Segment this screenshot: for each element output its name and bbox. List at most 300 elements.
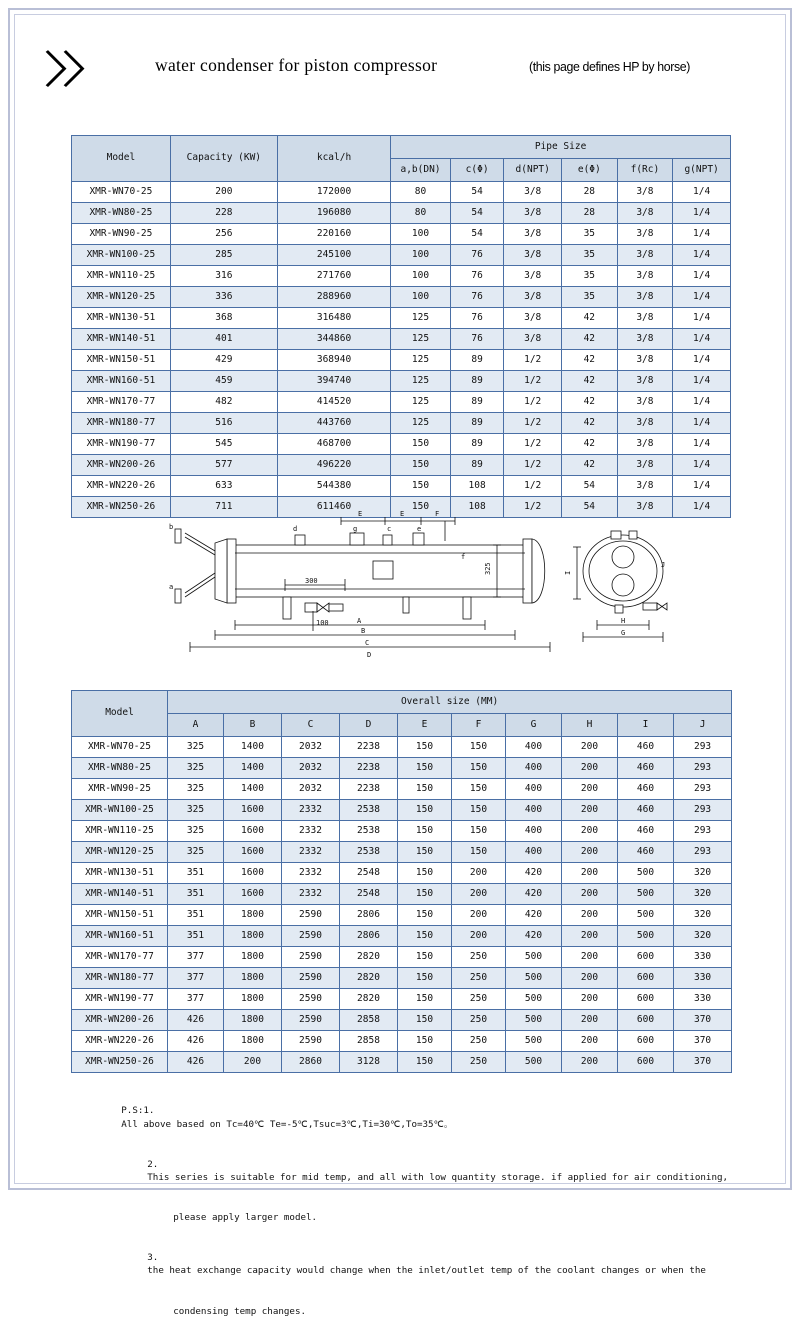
cell-value: 150 xyxy=(398,737,452,758)
table-row xyxy=(72,758,732,779)
cell-value: 2820 xyxy=(340,989,398,1010)
cell-value: 1600 xyxy=(224,842,282,863)
cell-value: 3/8 xyxy=(504,266,562,287)
cell-value: 400 xyxy=(506,842,562,863)
cell-value: 400 xyxy=(506,779,562,800)
cell-value: 420 xyxy=(506,926,562,947)
cell-value: 220160 xyxy=(277,224,390,245)
cell-value: 3/8 xyxy=(504,224,562,245)
table1-col-c: c(Φ) xyxy=(450,159,504,182)
table1-body xyxy=(72,182,731,518)
cell-value: 80 xyxy=(391,182,451,203)
cell-value: 125 xyxy=(391,413,451,434)
cell-value: 1/2 xyxy=(504,413,562,434)
cell-value: 150 xyxy=(398,905,452,926)
cell-value: 2590 xyxy=(282,1010,340,1031)
table-row xyxy=(72,245,731,266)
cell-model: XMR-WN110-25 xyxy=(72,266,171,287)
cell-value: 35 xyxy=(562,224,618,245)
cell-value: 200 xyxy=(562,1052,618,1073)
diagram-label-g: g xyxy=(353,525,358,533)
table-row xyxy=(72,392,731,413)
note-line-2b xyxy=(77,1198,757,1238)
diagram-label-J: J xyxy=(661,561,666,569)
cell-value: 1/4 xyxy=(673,455,731,476)
cell-value: 400 xyxy=(506,737,562,758)
cell-value: 125 xyxy=(391,350,451,371)
cell-value: 125 xyxy=(391,371,451,392)
cell-value: 2538 xyxy=(340,821,398,842)
cell-value: 3/8 xyxy=(617,308,673,329)
cell-value: 2238 xyxy=(340,737,398,758)
cell-value: 89 xyxy=(450,350,504,371)
cell-value: 1600 xyxy=(224,884,282,905)
cell-value: 28 xyxy=(562,203,618,224)
cell-value: 76 xyxy=(450,329,504,350)
cell-value: 1/4 xyxy=(673,476,731,497)
table-row xyxy=(72,821,732,842)
cell-value: 468700 xyxy=(277,434,390,455)
cell-value: 200 xyxy=(452,926,506,947)
cell-value: 633 xyxy=(170,476,277,497)
cell-value: 1400 xyxy=(224,758,282,779)
diagram-label-d: d xyxy=(293,525,298,533)
cell-value: 460 xyxy=(618,821,674,842)
cell-value: 28 xyxy=(562,182,618,203)
cell-value: 200 xyxy=(562,737,618,758)
cell-value: 3/8 xyxy=(504,203,562,224)
cell-value: 293 xyxy=(674,758,732,779)
cell-value: 500 xyxy=(618,905,674,926)
cell-value: 1600 xyxy=(224,800,282,821)
cell-model: XMR-WN200-26 xyxy=(72,1010,168,1031)
table-row xyxy=(72,224,731,245)
cell-model: XMR-WN140-51 xyxy=(72,329,171,350)
table1-col-model: Model xyxy=(72,136,171,182)
cell-value: 2590 xyxy=(282,905,340,926)
cell-value: 196080 xyxy=(277,203,390,224)
table1-col-ab: a,b(DN) xyxy=(391,159,451,182)
cell-value: 42 xyxy=(562,350,618,371)
cell-value: 420 xyxy=(506,905,562,926)
cell-model: XMR-WN100-25 xyxy=(72,800,168,821)
table1-col-g: g(NPT) xyxy=(673,159,731,182)
cell-value: 3/8 xyxy=(617,329,673,350)
cell-value: 2332 xyxy=(282,884,340,905)
cell-value: 228 xyxy=(170,203,277,224)
cell-value: 3/8 xyxy=(504,329,562,350)
table-row xyxy=(72,800,732,821)
cell-value: 351 xyxy=(168,884,224,905)
cell-value: 76 xyxy=(450,245,504,266)
note-number-3: 3. xyxy=(147,1252,159,1264)
cell-value: 293 xyxy=(674,821,732,842)
cell-value: 200 xyxy=(562,758,618,779)
cell-value: 414520 xyxy=(277,392,390,413)
cell-value: 1/4 xyxy=(673,266,731,287)
cell-value: 150 xyxy=(398,821,452,842)
diagram-label-300: 300 xyxy=(305,577,318,585)
cell-model: XMR-WN70-25 xyxy=(72,737,168,758)
cell-value: 500 xyxy=(506,1031,562,1052)
cell-value: 460 xyxy=(618,842,674,863)
table2-col-c: C xyxy=(282,714,340,737)
cell-value: 600 xyxy=(618,1031,674,1052)
cell-value: 54 xyxy=(450,224,504,245)
cell-value: 245100 xyxy=(277,245,390,266)
cell-value: 89 xyxy=(450,392,504,413)
table-row xyxy=(72,905,732,926)
table-row xyxy=(72,203,731,224)
cell-value: 2032 xyxy=(282,779,340,800)
cell-value: 325 xyxy=(168,779,224,800)
table-row xyxy=(72,350,731,371)
cell-value: 2238 xyxy=(340,779,398,800)
table-row xyxy=(72,863,732,884)
cell-value: 150 xyxy=(452,800,506,821)
cell-value: 150 xyxy=(398,947,452,968)
cell-value: 500 xyxy=(506,1052,562,1073)
diagram-label-I: I xyxy=(564,570,572,575)
cell-value: 325 xyxy=(168,842,224,863)
cell-value: 1600 xyxy=(224,863,282,884)
cell-model: XMR-WN70-25 xyxy=(72,182,171,203)
cell-model: XMR-WN200-26 xyxy=(72,455,171,476)
cell-value: 200 xyxy=(562,863,618,884)
cell-model: XMR-WN170-77 xyxy=(72,947,168,968)
cell-value: 172000 xyxy=(277,182,390,203)
cell-value: 2548 xyxy=(340,884,398,905)
note-line-3 xyxy=(77,1238,757,1291)
diagram-label-c: c xyxy=(387,525,392,533)
table-row xyxy=(72,737,732,758)
cell-value: 330 xyxy=(674,989,732,1010)
condenser-dimension-diagram xyxy=(145,507,705,675)
cell-value: 2538 xyxy=(340,800,398,821)
cell-value: 1/4 xyxy=(673,497,731,518)
cell-value: 600 xyxy=(618,1052,674,1073)
cell-value: 600 xyxy=(618,947,674,968)
cell-value: 200 xyxy=(562,779,618,800)
cell-model: XMR-WN180-77 xyxy=(72,968,168,989)
cell-value: 1/4 xyxy=(673,203,731,224)
cell-value: 150 xyxy=(398,1010,452,1031)
cell-value: 80 xyxy=(391,203,451,224)
cell-value: 200 xyxy=(562,821,618,842)
cell-value: 426 xyxy=(168,1010,224,1031)
cell-value: 600 xyxy=(618,1010,674,1031)
cell-value: 377 xyxy=(168,989,224,1010)
cell-value: 200 xyxy=(452,884,506,905)
cell-value: 150 xyxy=(398,758,452,779)
cell-value: 460 xyxy=(618,758,674,779)
table-row xyxy=(72,434,731,455)
cell-model: XMR-WN220-26 xyxy=(72,476,171,497)
cell-value: 325 xyxy=(168,737,224,758)
table-row xyxy=(72,266,731,287)
cell-value: 1800 xyxy=(224,1031,282,1052)
cell-value: 42 xyxy=(562,455,618,476)
cell-value: 200 xyxy=(452,863,506,884)
note-item-2: This series is suitable for mid temp, and all with low quantity storage. if applied for air conditioning, xyxy=(147,1172,729,1184)
diagram-label-D: D xyxy=(367,651,372,659)
cell-model: XMR-WN160-51 xyxy=(72,371,171,392)
cell-value: 1/2 xyxy=(504,434,562,455)
cell-value: 250 xyxy=(452,1052,506,1073)
note-item-3b: condensing temp changes. xyxy=(173,1305,307,1317)
cell-value: 200 xyxy=(170,182,277,203)
cell-value: 3/8 xyxy=(617,266,673,287)
cell-value: 368940 xyxy=(277,350,390,371)
table-row xyxy=(72,968,732,989)
cell-value: 2332 xyxy=(282,863,340,884)
table-row xyxy=(72,455,731,476)
cell-value: 150 xyxy=(391,476,451,497)
overall-size-table xyxy=(71,690,732,1073)
table-row xyxy=(72,329,731,350)
cell-value: 3/8 xyxy=(617,392,673,413)
cell-value: 200 xyxy=(562,800,618,821)
cell-model: XMR-WN140-51 xyxy=(72,884,168,905)
table2-col-b: B xyxy=(224,714,282,737)
cell-value: 2538 xyxy=(340,842,398,863)
cell-value: 443760 xyxy=(277,413,390,434)
cell-value: 420 xyxy=(506,884,562,905)
cell-value: 2820 xyxy=(340,968,398,989)
cell-value: 42 xyxy=(562,413,618,434)
cell-value: 250 xyxy=(452,947,506,968)
cell-value: 3/8 xyxy=(504,308,562,329)
cell-value: 3/8 xyxy=(617,350,673,371)
cell-value: 3/8 xyxy=(617,497,673,518)
cell-value: 3/8 xyxy=(617,413,673,434)
cell-value: 1800 xyxy=(224,1010,282,1031)
cell-value: 293 xyxy=(674,842,732,863)
cell-value: 293 xyxy=(674,800,732,821)
table-row xyxy=(72,308,731,329)
cell-value: 401 xyxy=(170,329,277,350)
cell-value: 370 xyxy=(674,1010,732,1031)
cell-value: 500 xyxy=(618,863,674,884)
diagram-label-H: H xyxy=(621,617,626,625)
cell-value: 150 xyxy=(398,884,452,905)
cell-value: 1/4 xyxy=(673,350,731,371)
pipe-size-table-container xyxy=(71,135,731,518)
table2-col-g: G xyxy=(506,714,562,737)
cell-value: 460 xyxy=(618,737,674,758)
table2-header-row-1 xyxy=(72,691,732,714)
cell-value: 400 xyxy=(506,800,562,821)
cell-value: 271760 xyxy=(277,266,390,287)
cell-value: 200 xyxy=(562,926,618,947)
note-line-1 xyxy=(77,1091,757,1144)
table-row xyxy=(72,371,731,392)
cell-value: 250 xyxy=(452,1010,506,1031)
cell-value: 3/8 xyxy=(617,371,673,392)
cell-value: 711 xyxy=(170,497,277,518)
cell-value: 2238 xyxy=(340,758,398,779)
cell-value: 344860 xyxy=(277,329,390,350)
cell-value: 200 xyxy=(562,1010,618,1031)
table-row xyxy=(72,926,732,947)
pipe-size-table xyxy=(71,135,731,518)
cell-value: 545 xyxy=(170,434,277,455)
cell-model: XMR-WN110-25 xyxy=(72,821,168,842)
cell-model: XMR-WN180-77 xyxy=(72,413,171,434)
cell-value: 54 xyxy=(562,497,618,518)
diagram-label-F: F xyxy=(435,510,440,518)
cell-model: XMR-WN150-51 xyxy=(72,350,171,371)
cell-value: 2806 xyxy=(340,926,398,947)
note-number-2: 2. xyxy=(147,1158,159,1170)
table2-col-model: Model xyxy=(72,691,168,737)
cell-value: 200 xyxy=(452,905,506,926)
cell-value: 325 xyxy=(168,800,224,821)
cell-value: 600 xyxy=(618,968,674,989)
table2-col-a: A xyxy=(168,714,224,737)
cell-value: 3/8 xyxy=(617,455,673,476)
cell-value: 330 xyxy=(674,968,732,989)
cell-value: 89 xyxy=(450,413,504,434)
cell-value: 500 xyxy=(506,968,562,989)
cell-value: 3/8 xyxy=(617,476,673,497)
page-frame xyxy=(8,8,792,1317)
table2-col-e: E xyxy=(398,714,452,737)
cell-value: 336 xyxy=(170,287,277,308)
cell-value: 1/4 xyxy=(673,287,731,308)
cell-model: XMR-WN220-26 xyxy=(72,1031,168,1052)
table2-group-header-overall-size: Overall size (MM) xyxy=(168,691,732,714)
cell-model: XMR-WN90-25 xyxy=(72,224,171,245)
cell-value: 150 xyxy=(452,737,506,758)
cell-value: 320 xyxy=(674,926,732,947)
cell-value: 1/4 xyxy=(673,413,731,434)
cell-value: 150 xyxy=(398,1052,452,1073)
cell-value: 1800 xyxy=(224,905,282,926)
cell-model: XMR-WN130-51 xyxy=(72,308,171,329)
cell-value: 108 xyxy=(450,476,504,497)
cell-value: 370 xyxy=(674,1031,732,1052)
cell-value: 3/8 xyxy=(617,203,673,224)
cell-value: 1800 xyxy=(224,989,282,1010)
note-item-2b: please apply larger model. xyxy=(173,1212,318,1224)
cell-value: 150 xyxy=(452,821,506,842)
diagram-label-E2: E xyxy=(400,510,405,518)
cell-value: 150 xyxy=(398,989,452,1010)
cell-value: 150 xyxy=(391,455,451,476)
cell-value: 150 xyxy=(452,758,506,779)
cell-value: 150 xyxy=(391,497,451,518)
diagram-label-b: b xyxy=(169,523,174,531)
cell-value: 1800 xyxy=(224,968,282,989)
cell-value: 1400 xyxy=(224,779,282,800)
cell-value: 54 xyxy=(450,182,504,203)
cell-value: 320 xyxy=(674,863,732,884)
cell-value: 611460 xyxy=(277,497,390,518)
cell-value: 2548 xyxy=(340,863,398,884)
cell-value: 2332 xyxy=(282,821,340,842)
cell-value: 42 xyxy=(562,308,618,329)
diagram-label-a: a xyxy=(169,583,174,591)
cell-model: XMR-WN80-25 xyxy=(72,758,168,779)
cell-value: 2590 xyxy=(282,989,340,1010)
cell-value: 150 xyxy=(452,842,506,863)
cell-value: 150 xyxy=(398,1031,452,1052)
cell-value: 76 xyxy=(450,287,504,308)
notes-block xyxy=(77,1091,757,1331)
cell-value: 250 xyxy=(452,989,506,1010)
cell-value: 368 xyxy=(170,308,277,329)
diagram-label-e: e xyxy=(417,525,422,533)
cell-model: XMR-WN130-51 xyxy=(72,863,168,884)
diagram-label-325: 325 xyxy=(484,562,492,575)
cell-value: 460 xyxy=(618,800,674,821)
table-row xyxy=(72,1010,732,1031)
cell-value: 150 xyxy=(398,926,452,947)
cell-model: XMR-WN100-25 xyxy=(72,245,171,266)
cell-value: 500 xyxy=(506,1010,562,1031)
cell-value: 2820 xyxy=(340,947,398,968)
cell-value: 482 xyxy=(170,392,277,413)
cell-value: 1800 xyxy=(224,926,282,947)
cell-value: 2032 xyxy=(282,737,340,758)
table1-col-f: f(Rc) xyxy=(617,159,673,182)
cell-model: XMR-WN190-77 xyxy=(72,434,171,455)
cell-value: 1/4 xyxy=(673,224,731,245)
cell-value: 500 xyxy=(618,884,674,905)
cell-value: 429 xyxy=(170,350,277,371)
diagram-label-100: 100 xyxy=(316,619,329,627)
cell-value: 2590 xyxy=(282,926,340,947)
cell-value: 1400 xyxy=(224,737,282,758)
cell-value: 3/8 xyxy=(504,245,562,266)
table1-col-kcal: kcal/h xyxy=(277,136,390,182)
overall-size-table-container xyxy=(71,690,732,1073)
cell-value: 200 xyxy=(562,989,618,1010)
cell-value: 1800 xyxy=(224,947,282,968)
table2-col-f: F xyxy=(452,714,506,737)
cell-value: 288960 xyxy=(277,287,390,308)
cell-value: 3/8 xyxy=(617,434,673,455)
cell-value: 1/2 xyxy=(504,392,562,413)
cell-value: 76 xyxy=(450,308,504,329)
table-row xyxy=(72,476,731,497)
cell-value: 1/2 xyxy=(504,476,562,497)
cell-value: 377 xyxy=(168,968,224,989)
cell-value: 293 xyxy=(674,779,732,800)
cell-value: 100 xyxy=(391,266,451,287)
cell-value: 320 xyxy=(674,905,732,926)
table-row xyxy=(72,884,732,905)
cell-value: 516 xyxy=(170,413,277,434)
cell-value: 200 xyxy=(562,884,618,905)
cell-value: 42 xyxy=(562,329,618,350)
cell-value: 3128 xyxy=(340,1052,398,1073)
cell-value: 2032 xyxy=(282,758,340,779)
cell-value: 2332 xyxy=(282,800,340,821)
table1-col-e: e(Φ) xyxy=(562,159,618,182)
cell-value: 500 xyxy=(506,947,562,968)
cell-value: 1/2 xyxy=(504,350,562,371)
cell-value: 1/4 xyxy=(673,434,731,455)
table2-col-j: J xyxy=(674,714,732,737)
cell-value: 256 xyxy=(170,224,277,245)
cell-value: 54 xyxy=(450,203,504,224)
cell-value: 125 xyxy=(391,308,451,329)
page-inner-frame xyxy=(14,14,786,1317)
cell-value: 100 xyxy=(391,245,451,266)
table2-body xyxy=(72,737,732,1073)
